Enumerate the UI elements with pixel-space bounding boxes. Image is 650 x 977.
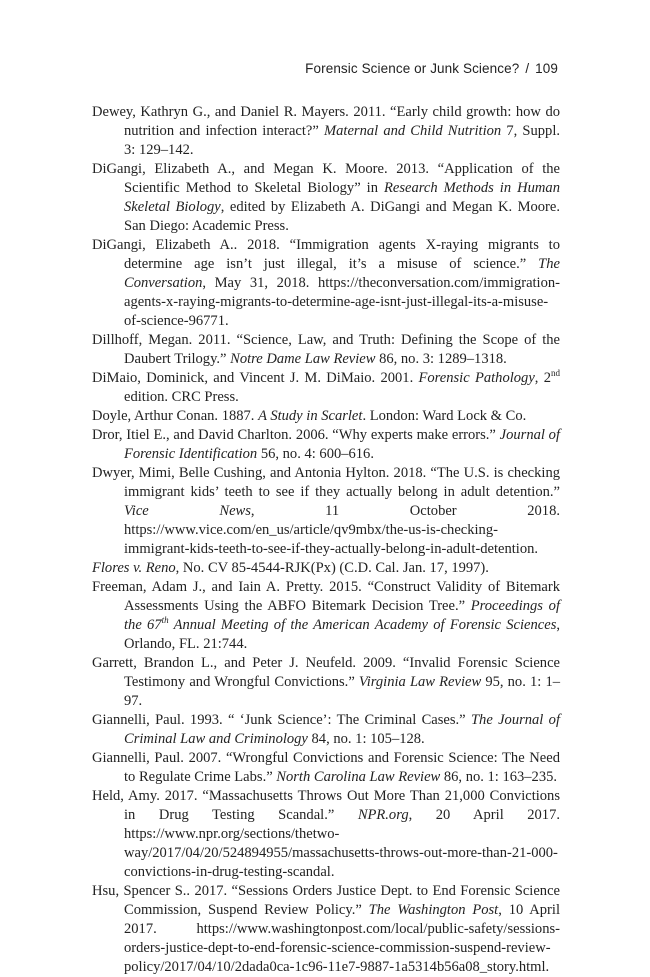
entry-text: Dewey, Kathryn G., and Daniel R. Mayers. 2011. “Early child growth: how do nutrition and infection interact?”	[92, 104, 560, 139]
entry-text: 84, no. 1: 105–128.	[307, 731, 425, 747]
bibliography-entry	[92, 331, 560, 369]
entry-italic-title: The Washington Post	[368, 902, 499, 918]
entry-italic-title: North Carolina Law Review	[276, 769, 441, 785]
entry-text: Giannelli, Paul. 1993. “ ‘Junk Science’: The Criminal Cases.”	[92, 712, 471, 728]
bibliography-entry	[92, 711, 560, 749]
entry-italic-title: The Conversation	[124, 256, 560, 291]
entry-italic-title: Virginia Law Review	[358, 674, 482, 690]
entry-text: DiGangi, Elizabeth A.. 2018. “Immigration agents X-raying migrants to determine age isn’t just illegal, it’s a misuse of science.”	[92, 237, 560, 272]
entry-text: , edited by Elizabeth A. DiGangi and Megan K. Moore. San Diego: Academic Press.	[124, 199, 560, 234]
entry-italic-title: Notre Dame Law Review	[230, 351, 376, 367]
entry-text: 86, no. 1: 163–235.	[440, 769, 558, 785]
bibliography-entry	[92, 426, 560, 464]
running-head	[305, 61, 558, 76]
bibliography-entry	[92, 369, 560, 407]
entry-text: , May 31, 2018. https://theconversation.com/immigration-agents-x-raying-migrants-to-determine-age-isnt-just-illegal-its-a-misuse-of-science-96771.	[124, 275, 560, 329]
entry-italic-title: Forensic Pathology	[418, 370, 535, 386]
entry-text: , 11 October 2018. https://www.vice.com/en_us/article/qv9mbx/the-us-is-checking-immigrant-kids-teeth-to-see-if-they-actually-belong-in-adult-detention.	[124, 503, 560, 557]
entry-text: , 20 April 2017. https://www.npr.org/sections/thetwo-way/2017/04/20/524894955/massachusetts-throws-out-more-than-21-000-convictions-in-drug-testing-scandal.	[124, 807, 560, 880]
entry-italic-title: Journal of Forensic Identification	[124, 427, 560, 462]
entry-text: 86, no. 3: 1289–1318.	[375, 351, 507, 367]
entry-italic-title: Maternal and Child Nutrition	[324, 123, 502, 139]
entry-italic-title: Vice News	[124, 503, 251, 519]
entry-italic-title: Annual Meeting of the American Academy of Forensic Sciences	[168, 617, 557, 633]
entry-text: Held, Amy. 2017. “Massachusetts Throws Out More Than 21,000 Convictions in Drug Testing Scandal.”	[92, 788, 560, 823]
entry-text: , Orlando, FL. 21:744.	[124, 617, 560, 652]
bibliography-entry	[92, 882, 560, 977]
entry-text: 95, no. 1: 1–97.	[124, 674, 560, 709]
bibliography-entry	[92, 578, 560, 654]
bibliography-entry	[92, 236, 560, 331]
entry-text: , No. CV 85-4544-RJK(Px) (C.D. Cal. Jan. 17, 1997).	[175, 560, 489, 576]
bibliography-entry	[92, 407, 560, 426]
entry-text: DiMaio, Dominick, and Vincent J. M. DiMaio. 2001.	[92, 370, 419, 386]
entry-text: . London: Ward Lock & Co.	[362, 408, 527, 424]
page-number: 109	[535, 61, 558, 76]
entry-italic-title: Research Methods in Human Skeletal Biology	[124, 180, 560, 215]
bibliography-list	[92, 103, 560, 977]
bibliography-entry	[92, 160, 560, 236]
entry-text: 7, Suppl. 3: 129–142.	[124, 123, 561, 158]
entry-text: DiGangi, Elizabeth A., and Megan K. Moore. 2013. “Application of the Scientific Method to Skeletal Biology” in	[92, 161, 560, 196]
entry-italic-title: A Study in Scarlet	[258, 408, 363, 424]
entry-text: Doyle, Arthur Conan. 1887.	[92, 408, 259, 424]
entry-italic-title: NPR.org	[357, 807, 409, 823]
bibliography-entry	[92, 103, 560, 160]
entry-text: nd	[551, 368, 560, 379]
entry-italic-title: Proceedings of the 67	[124, 598, 560, 633]
entry-text: Giannelli, Paul. 2007. “Wrongful Convictions and Forensic Science: The Need to Regulate Crime Labs.”	[92, 750, 560, 785]
entry-text: , 2	[534, 370, 551, 386]
running-head-separator: /	[525, 61, 530, 76]
entry-text: Dror, Itiel E., and David Charlton. 2006. “Why experts make errors.”	[92, 427, 500, 443]
entry-text: Dillhoff, Megan. 2011. “Science, Law, and Truth: Defining the Scope of the Daubert Trilogy.”	[92, 332, 560, 367]
running-title: Forensic Science or Junk Science?	[305, 61, 520, 76]
entry-italic-title: th	[161, 615, 169, 626]
bibliography-entry	[92, 559, 560, 578]
entry-text: 56, no. 4: 600–616.	[257, 446, 374, 462]
bibliography-entry	[92, 654, 560, 711]
bibliography-entry	[92, 464, 560, 559]
bibliography-entry	[92, 787, 560, 882]
entry-text: Freeman, Adam J., and Iain A. Pretty. 2015. “Construct Validity of Bitemark Assessments Using the ABFO Bitemark Decision Tree.”	[92, 579, 560, 614]
bibliography-entry	[92, 749, 560, 787]
entry-italic-title: The Journal of Criminal Law and Criminology	[124, 712, 560, 747]
entry-text: Hsu, Spencer S.. 2017. “Sessions Orders Justice Dept. to End Forensic Science Commission, Suspend Review Policy.”	[92, 883, 560, 918]
entry-italic-title: Flores v. Reno	[92, 560, 176, 576]
entry-text: , 10 April 2017. https://www.washingtonpost.com/local/public-safety/sessions-orders-justice-dept-to-end-forensic-science-commission-suspend-review-policy/2017/04/10/2dada0ca-1c96-11e7-9887-1a5314b56a08_story.html.	[124, 902, 560, 975]
entry-text: Dwyer, Mimi, Belle Cushing, and Antonia Hylton. 2018. “The U.S. is checking immigrant kids’ teeth to see if they actually belong in adult detention.”	[92, 465, 560, 500]
entry-text: edition. CRC Press.	[124, 389, 239, 405]
entry-text: Garrett, Brandon L., and Peter J. Neufeld. 2009. “Invalid Forensic Science Testimony and Wrongful Convictions.”	[92, 655, 560, 690]
